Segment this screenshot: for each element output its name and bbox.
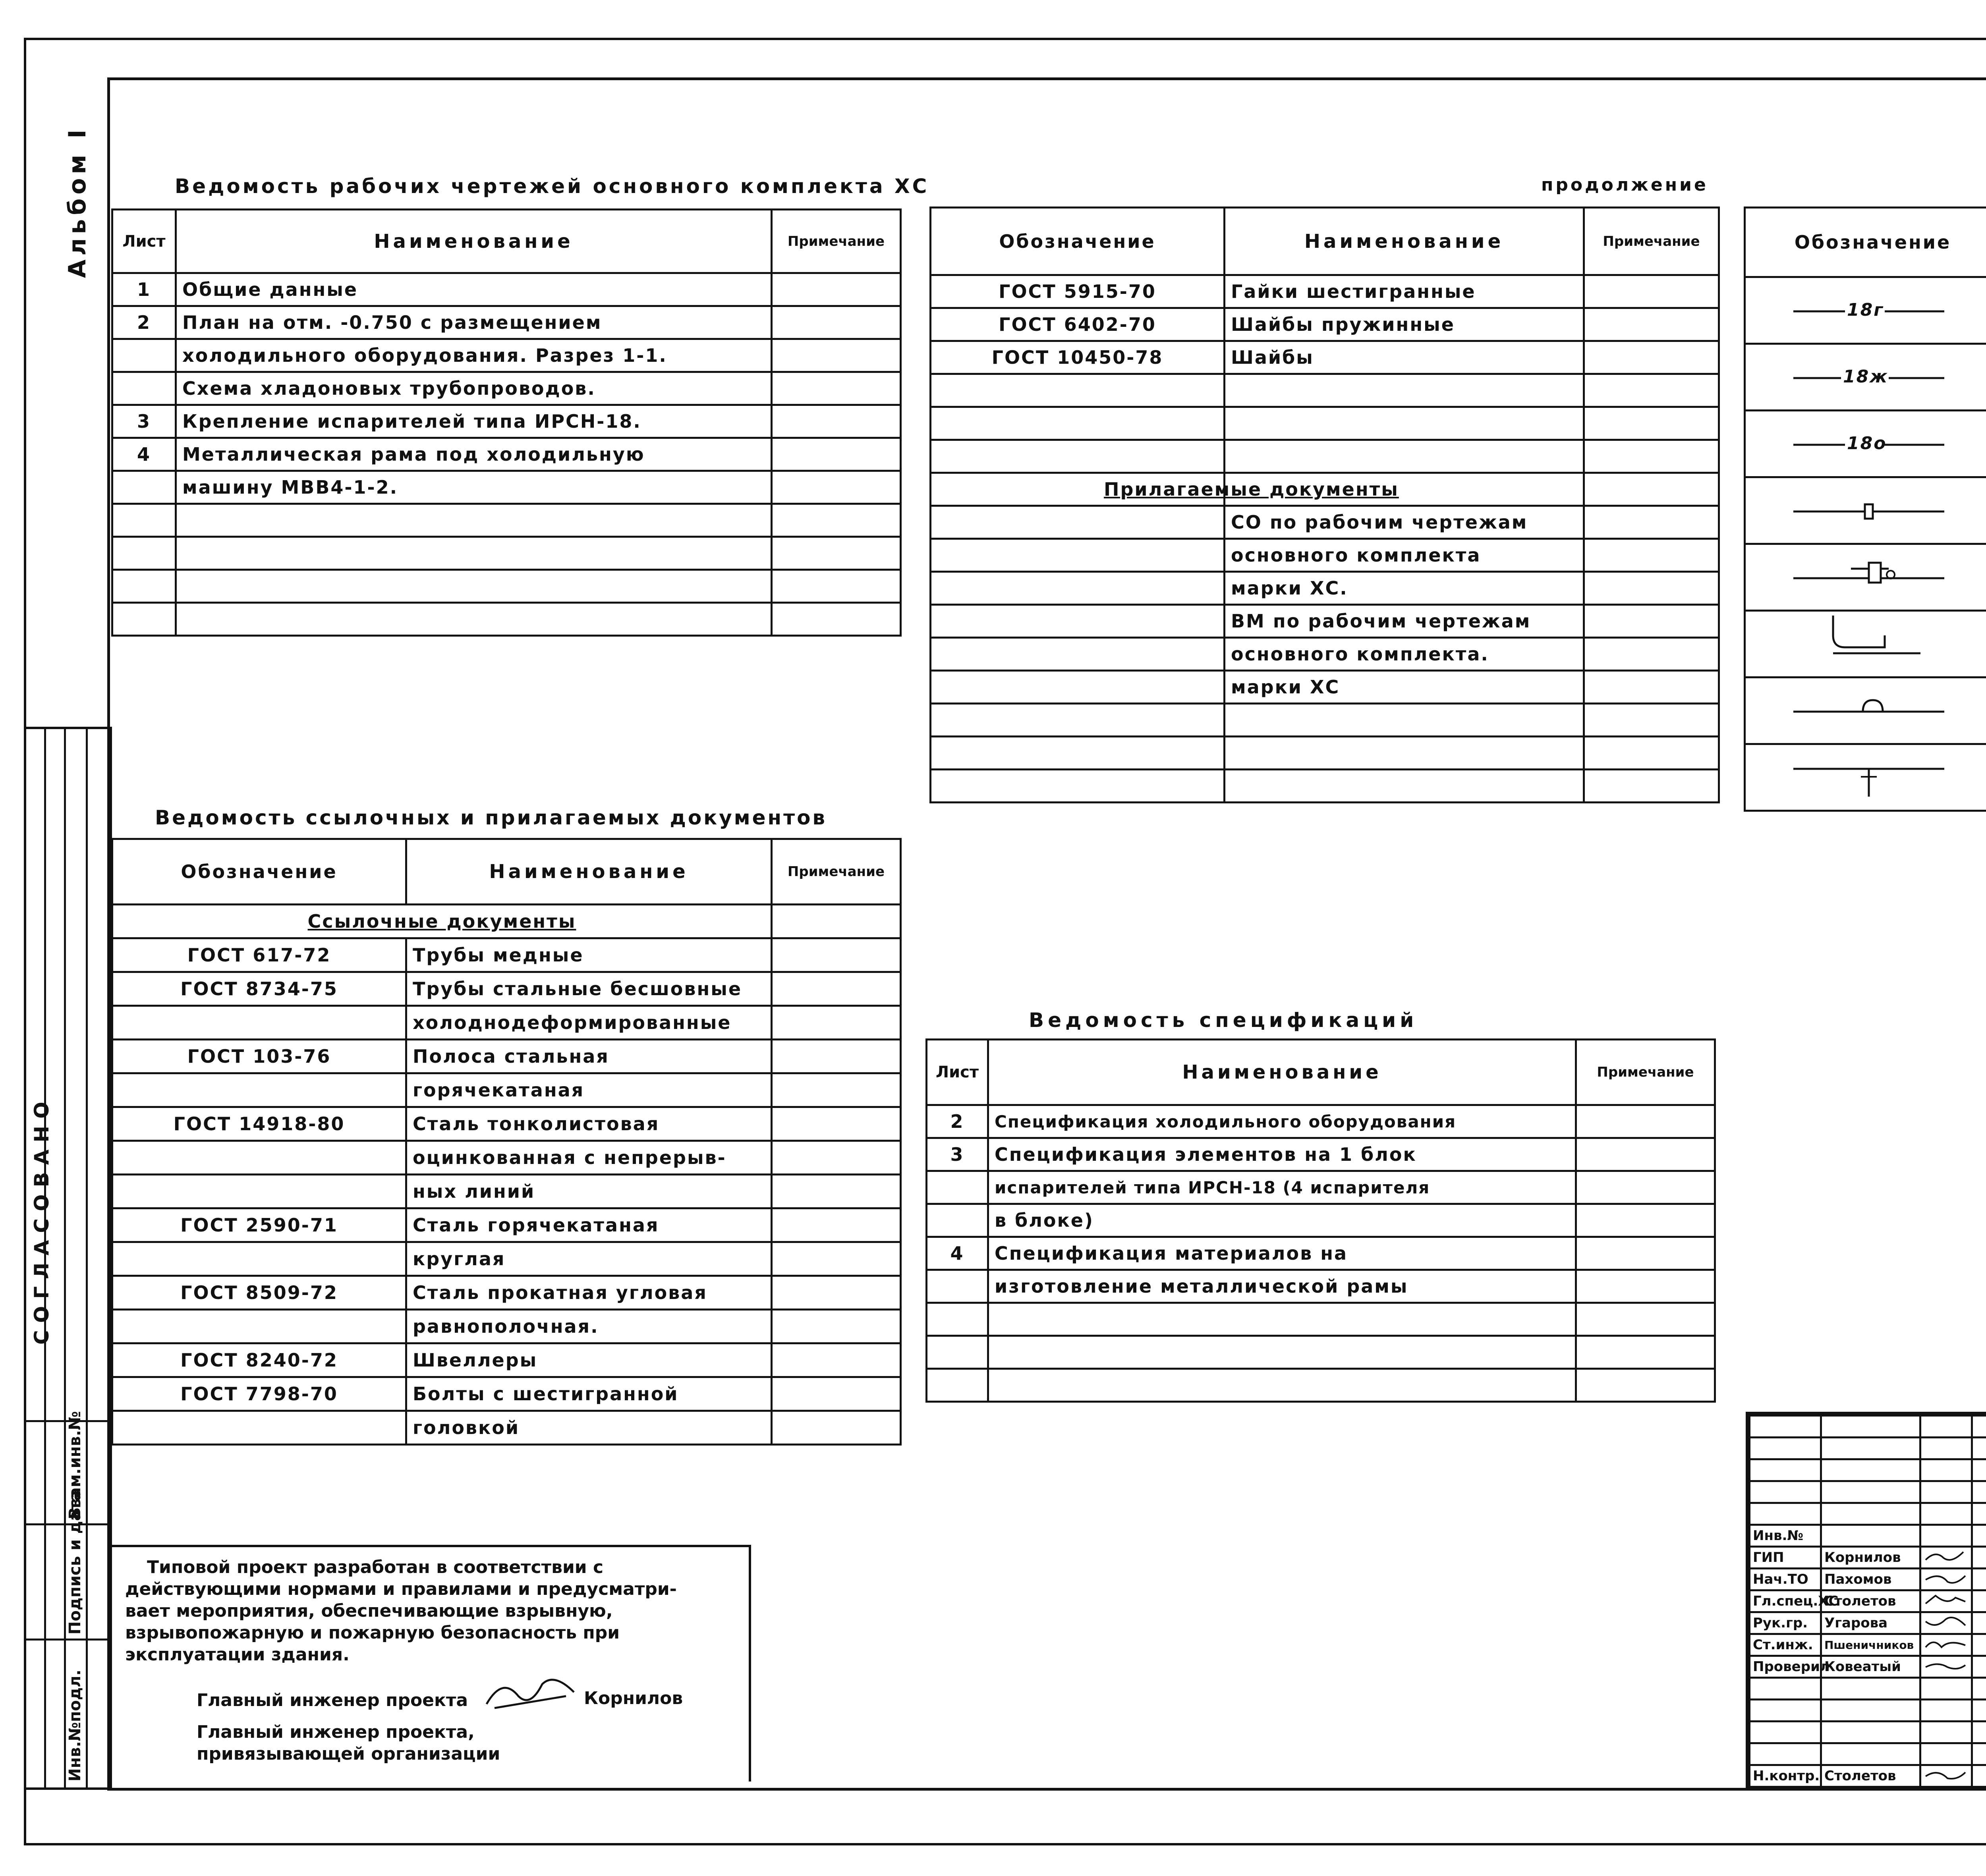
table-cell: ГОСТ 10450-78	[931, 341, 1225, 374]
table-cell: машину МВВ4-1-2.	[176, 471, 772, 504]
continuation-title: продолжение	[1541, 175, 1708, 195]
table-cell: изготовление металлической рамы	[988, 1270, 1576, 1303]
table-cell: горячекатаная	[406, 1073, 772, 1107]
signature-icon	[1920, 1569, 1972, 1590]
table-cell: Гайки шестигранные	[1225, 275, 1584, 308]
referenced-docs-heading: Ссылочные документы	[307, 911, 576, 932]
table-cell: ГОСТ 8240-72	[112, 1343, 406, 1377]
table-cell: основного комплекта.	[1225, 638, 1584, 671]
col-designation: Обозначение	[931, 208, 1225, 275]
symbol-liquid-line	[1745, 344, 1986, 411]
table-cell: ГОСТ 2590-71	[112, 1208, 406, 1242]
note-line: действующими нормами и правилами и предусматри-	[125, 1579, 677, 1599]
role-name: Пшеничников	[1821, 1634, 1920, 1656]
signature-icon	[1920, 1547, 1972, 1569]
role-label: Рук.гр.	[1750, 1612, 1821, 1634]
drawings-list-table	[111, 208, 902, 637]
table-cell: основного комплекта	[1225, 539, 1584, 572]
table-cell: 3	[927, 1138, 988, 1171]
table-cell: марки ХС.	[1225, 572, 1584, 605]
side-cell-inv: Инв.№подл.	[66, 1669, 84, 1781]
table-cell: ГОСТ 7798-70	[112, 1377, 406, 1411]
col-name: Наименование	[176, 210, 772, 273]
table-cell: Сталь прокатная угловая	[406, 1276, 772, 1310]
attached-docs-heading: Прилагаемые документы	[1104, 479, 1399, 500]
table-cell: ГОСТ 5915-70	[931, 275, 1225, 308]
agreed-label: СОГЛАСОВАНО	[30, 1094, 53, 1345]
col-name: Наименование	[988, 1040, 1576, 1105]
col-designation: Обозначение	[1745, 208, 1986, 277]
side-stamp	[24, 727, 112, 1790]
binding-engineer-line1: Главный инженер проекта,	[197, 1722, 475, 1742]
table-cell: 4	[112, 438, 176, 471]
symbols-table	[1744, 207, 1986, 812]
references-title: Ведомость ссылочных и прилагаемых документов	[155, 806, 827, 829]
table-cell: Спецификация холодильного оборудования	[988, 1105, 1576, 1138]
specs-table	[925, 1038, 1716, 1403]
table-cell: Сталь тонколистовая	[406, 1107, 772, 1141]
table-cell: круглая	[406, 1242, 772, 1276]
table-cell: испарителей типа ИРСН-18 (4 испарителя	[988, 1171, 1576, 1204]
col-name: Наименование	[406, 839, 772, 905]
role-name: Ковеатый	[1821, 1656, 1920, 1678]
symbol-label-liquid: 18ж	[1843, 367, 1889, 387]
col-designation: Обозначение	[112, 839, 406, 905]
table-cell: 3	[112, 405, 176, 438]
table-cell: Шайбы	[1225, 341, 1584, 374]
signature-icon	[1920, 1656, 1972, 1678]
table-cell: ГОСТ 103-76	[112, 1040, 406, 1073]
table-cell: ВМ по рабочим чертежам	[1225, 605, 1584, 638]
col-note: Примечание	[772, 210, 901, 273]
table-cell: холодильного оборудования. Разрез 1-1.	[176, 339, 772, 372]
tee-icon	[1745, 744, 1986, 811]
project-note-box	[109, 1545, 751, 1781]
symbol-defrost-line	[1745, 411, 1986, 477]
role-name: Пахомов	[1821, 1569, 1920, 1590]
role-name: Корнилов	[1821, 1547, 1920, 1569]
symbol-label-defrost: 18о	[1847, 433, 1887, 454]
table-cell: Швеллеры	[406, 1343, 772, 1377]
role-name: Угарова	[1821, 1612, 1920, 1634]
table-cell: ГОСТ 8734-75	[112, 972, 406, 1006]
chief-engineer-name: Корнилов	[584, 1688, 683, 1708]
table-cell: 1	[112, 273, 176, 306]
note-line: Типовой проект разработан в соответствии с	[147, 1557, 604, 1577]
table-cell: головкой	[406, 1411, 772, 1445]
continuation-table	[929, 207, 1720, 803]
table-cell: ных линий	[406, 1175, 772, 1208]
album-label: Альбом I	[64, 125, 91, 278]
title-block	[1746, 1412, 1986, 1788]
role-label: Нач.ТО	[1750, 1569, 1821, 1590]
table-cell: Спецификация материалов на	[988, 1237, 1576, 1270]
role-name: Столетов	[1821, 1765, 1920, 1787]
table-cell: Общие данные	[176, 273, 772, 306]
signature-icon	[1920, 1634, 1972, 1656]
table-cell: 2	[927, 1105, 988, 1138]
role-name: Столетов	[1821, 1590, 1920, 1612]
table-cell: 2	[112, 306, 176, 339]
note-line: эксплуатации здания.	[125, 1644, 350, 1665]
table-cell: ГОСТ 14918-80	[112, 1107, 406, 1141]
table-cell: равнополочная.	[406, 1310, 772, 1343]
table-cell: Схема хладоновых трубопроводов.	[176, 372, 772, 405]
nipple-joint-icon	[1745, 477, 1986, 544]
signature-icon	[1920, 1765, 1972, 1787]
table-cell: Сталь горячекатаная	[406, 1208, 772, 1242]
inv-label: Инв.№	[1750, 1525, 1821, 1547]
col-note: Примечание	[1584, 208, 1719, 275]
chief-engineer-label: Главный инженер проекта	[197, 1690, 468, 1710]
col-name: Наименование	[1225, 208, 1584, 275]
role-label: Проверил	[1750, 1656, 1821, 1678]
side-cell-signature: Подпись и дата	[66, 1490, 84, 1635]
note-line: вает мероприятия, обеспечивающие взрывную,	[125, 1601, 613, 1621]
table-cell: СО по рабочим чертежам	[1225, 506, 1584, 539]
role-label: ГИП	[1750, 1547, 1821, 1569]
table-cell: ГОСТ 617-72	[112, 938, 406, 972]
side-cell-replace: Взам.инв.№	[66, 1411, 84, 1519]
table-cell: холоднодеформированные	[406, 1006, 772, 1040]
role-label: Ст.инж.	[1750, 1634, 1821, 1656]
binding-engineer-line2: привязывающей организации	[197, 1744, 500, 1764]
table-cell: План на отм. -0.750 с размещением	[176, 306, 772, 339]
table-cell: в блоке)	[988, 1204, 1576, 1237]
col-note: Примечание	[772, 839, 901, 905]
references-table	[111, 838, 902, 1446]
symbol-gas-line	[1745, 277, 1986, 344]
bent-compensator-icon	[1745, 677, 1986, 744]
table-cell: Болты с шестигранной	[406, 1377, 772, 1411]
table-cell: Крепление испарителей типа ИРСН-18.	[176, 405, 772, 438]
specs-title: Ведомость спецификаций	[1029, 1009, 1418, 1032]
table-cell: ГОСТ 8509-72	[112, 1276, 406, 1310]
col-sheet: Лист	[927, 1040, 988, 1105]
thermo-valve-icon	[1745, 544, 1986, 611]
table-cell: Шайбы пружинные	[1225, 308, 1584, 341]
table-cell: Металлическая рама под холодильную	[176, 438, 772, 471]
role-label: Гл.спец.ХС	[1750, 1590, 1821, 1612]
note-line: взрывопожарную и пожарную безопасность при	[125, 1623, 620, 1643]
table-cell: Спецификация элементов на 1 блок	[988, 1138, 1576, 1171]
col-note: Примечание	[1576, 1040, 1715, 1105]
table-cell: оцинкованная с непрерыв-	[406, 1141, 772, 1175]
col-sheet: Лист	[112, 210, 176, 273]
signature-icon	[1920, 1590, 1972, 1612]
table-cell: 4	[927, 1237, 988, 1270]
drawings-list-title: Ведомость рабочих чертежей основного комплекта ХС	[175, 175, 929, 198]
signature-icon	[1920, 1612, 1972, 1634]
table-cell: Трубы медные	[406, 938, 772, 972]
table-cell: Полоса стальная	[406, 1040, 772, 1073]
table-cell: марки ХС	[1225, 671, 1584, 704]
table-cell: Трубы стальные бесшовные	[406, 972, 772, 1006]
chief-engineer-signature	[479, 1668, 582, 1720]
symbol-label-gas: 18г	[1847, 300, 1884, 320]
table-cell: ГОСТ 6402-70	[931, 308, 1225, 341]
sensing-bulb-icon	[1745, 611, 1986, 677]
revision-grid	[1748, 1415, 1986, 1788]
role-label: Н.контр.	[1750, 1765, 1821, 1787]
